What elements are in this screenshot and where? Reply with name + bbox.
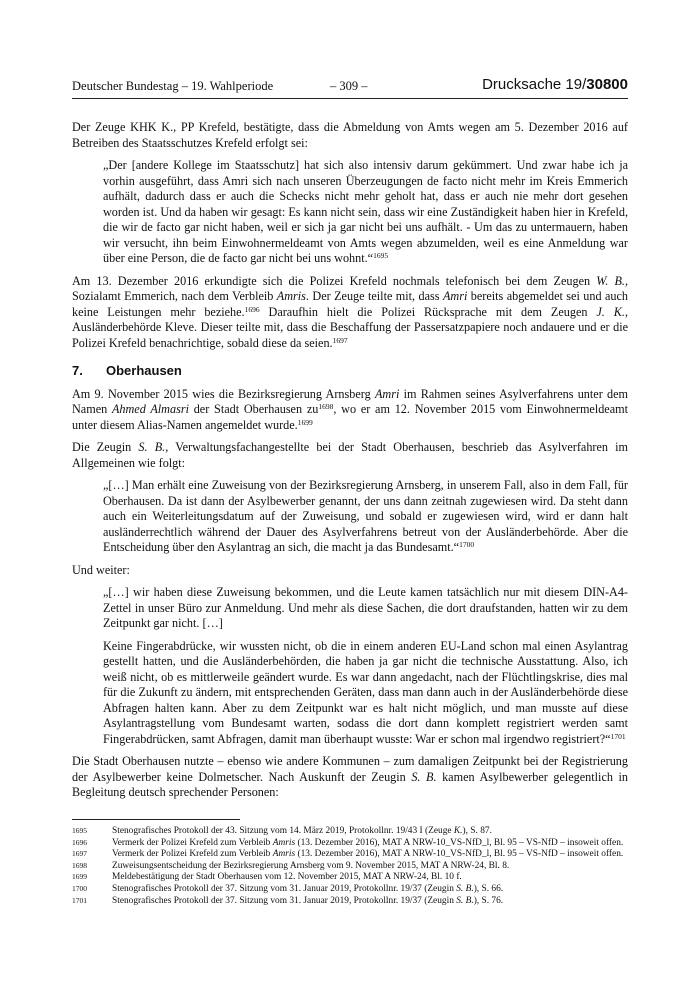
page-header bbox=[72, 76, 628, 99]
text-run: , Ausländerbehörde Kleve. Dieser teilte mit, dass die Beschaffung der Passersatzpapiere noch andauere und er die Polizei Krefeld benachrichtige, sobald diese da seien. bbox=[72, 304, 628, 350]
footnote-ref: 1696 bbox=[244, 304, 260, 314]
footnote-1701 bbox=[72, 896, 628, 908]
footnote-1698 bbox=[72, 861, 628, 873]
section-title: Oberhausen bbox=[106, 363, 182, 378]
text-run: der Stadt Oberhausen zu bbox=[188, 402, 319, 416]
footnote-text: Stenografisches Protokoll der 37. Sitzung vom 31. Januar 2019, Protokollnr. 19/37 (Zeugin S. B.), S. 66. bbox=[112, 883, 504, 894]
paragraph bbox=[72, 754, 628, 801]
footnote-number: 1701 bbox=[72, 895, 87, 905]
paragraph: Der Zeuge KHK K., PP Krefeld, bestätigte, dass die Abmeldung von Amts wegen am 5. Dezember 2016 auf Betreiben des Staatsschutzes Krefeld erfolgt sei: bbox=[72, 120, 628, 150]
text-run: . Der Zeuge teilte mit, dass bbox=[305, 289, 443, 303]
text-run: Die Stadt Oberhausen nutzte – ebenso wie andere Kommunen – zum damaligen Zeitpunkt bei der Registrierung der Asylbewerber keine Dolmetscher. Nach Auskunft der Zeugin bbox=[72, 754, 628, 784]
quote-block bbox=[103, 478, 628, 556]
footnote-ref: 1695 bbox=[373, 251, 389, 260]
footnote-number: 1699 bbox=[72, 872, 87, 882]
footnote-text: Stenografisches Protokoll der 37. Sitzung vom 31. Januar 2019, Protokollnr. 19/37 (Zeugin S. B.), S. 76. bbox=[112, 895, 504, 906]
text-run: , wo er am 12. November 2015 vom Einwohnermeldeamt unter diesem Alias-Namen angemeldet wurde. bbox=[72, 402, 628, 432]
footnote-1695 bbox=[72, 826, 628, 838]
name-italic: Amri bbox=[442, 289, 468, 303]
quote-block bbox=[103, 158, 628, 267]
footnote-text: Vermerk der Polizei Krefeld zum Verbleib Amris (13. Dezember 2016), MAT A NRW-10_VS-NfD_l, Bl. 95 – VS-NfD – insoweit offen. bbox=[112, 837, 624, 848]
name-italic: Amri bbox=[374, 386, 400, 401]
footnote-text: Stenografisches Protokoll der 43. Sitzung vom 14. März 2019, Protokollnr. 19/43 I (Zeuge K.), S. 87. bbox=[112, 826, 492, 836]
footnote-number: 1698 bbox=[72, 860, 87, 870]
footnotes bbox=[72, 826, 628, 907]
footnote-1700 bbox=[72, 884, 628, 896]
footnote-number: 1697 bbox=[72, 849, 87, 859]
footnote-ref: 1698 bbox=[318, 402, 334, 411]
header-document-number bbox=[482, 76, 628, 93]
footnote-number: 1696 bbox=[72, 837, 87, 847]
name-italic: S. B. bbox=[138, 440, 166, 454]
quote-block: „[…] wir haben diese Zuweisung bekommen, und die Leute kamen tatsächlich nur mit diesem DIN-A4-Zettel in unser Büro zur Anmeldung. Und mehr als diese Sachen, die dort draufstanden, hatten wir zu dem Zeitpunkt gar nicht. […] bbox=[103, 585, 628, 630]
paragraph bbox=[72, 387, 628, 434]
header-doc-label: Drucksache 19/ bbox=[482, 76, 587, 93]
footnote-ref: 1699 bbox=[297, 417, 313, 427]
footnote-ref: 1697 bbox=[332, 335, 348, 345]
footnote-number: 1695 bbox=[72, 826, 87, 835]
footnote-text: Vermerk der Polizei Krefeld zum Verbleib Amris (13. Dezember 2016), MAT A NRW-10_VS-NfD_l, Bl. 95 – VS-NfD – insoweit offen. bbox=[112, 849, 624, 860]
text-run: Am 9. November 2015 wies die Bezirksregierung Arnsberg bbox=[72, 386, 375, 401]
name-italic: Amris bbox=[276, 289, 306, 303]
text-run: Die Zeugin bbox=[72, 440, 139, 454]
text-run: kamen Asylbewerber gelegentlich in Begleitung deutsch sprechender Personen: bbox=[72, 769, 628, 799]
section-heading bbox=[72, 363, 628, 379]
text-run: , Sozialamt Emmerich, nach dem Verbleib bbox=[72, 273, 628, 303]
paragraph bbox=[72, 440, 628, 471]
quote-text: Keine Fingerabdrücke, wir wussten nicht, ob die in einem anderen EU-Land schon mal einen Asylantrag gestellt hatten, und die Ausländerbehörden, die haben ja gar nicht die technische Ausstattung. Also, ich weiß nicht, ob es mittlerweile geändert wurde. Es war dann angedacht, nach der Flüchtlingskrise, dies mal für die Zukunft zu ändern, mit entsprechenden Geräten, dass man dann auch in der Ausländerbehörde diese Abfragen halten kann. Aber zu dem Zeitpunkt war es halt nicht möglich, und man musste auf diese Asylantragstellung vom Bundesamt warten, sodass die dort dann komplett registriert werden samt Fingerabdrücken, samt Abfragen, damit man überhaupt wusste: War er schon mal irgendwo registriert?“ bbox=[103, 638, 628, 746]
text-run: Daraufhin hielt die Polizei Rücksprache mit dem Zeugen bbox=[259, 304, 597, 319]
text-run: bereits abgemeldet sei und auch keine Leistungen mehr beziehe. bbox=[72, 289, 629, 319]
name-italic: J. K. bbox=[596, 304, 625, 319]
name-italic: S. B. bbox=[411, 769, 437, 784]
paragraph bbox=[72, 274, 628, 352]
quote-text: „[…] Man erhält eine Zuweisung von der Bezirksregierung Arnsberg, in unserem Fall, also in dem Fall, für Oberhausen. Da ist dann der Asylbewerber genannt, der uns dann zeitnah zugewiesen wird. Da steht dann auch ein Weiterleitungsdatum auf der Zuweisung, und sobald er zugewiesen wird, wird er dann halt ausländerrechtlich während der Dauer des Asylverfahrens betreut von der Ausländerbehörde. Aber die Entscheidung über den Asylantrag an sich, die macht ja das Bundesamt.“ bbox=[103, 478, 628, 554]
text-run: , Verwaltungsfachangestellte bei der Stadt Oberhausen, beschrieb das Asylverfahren im Allgemeinen wie folgt: bbox=[72, 440, 629, 470]
quote-text: „Der [andere Kollege im Staatsschutz] hat sich also intensiv darum gekümmert. Und zwar habe ich ja vorhin ausgeführt, dass Amri sich nach unseren Überzeugungen de facto nicht mehr im Kreis Emmerich aufhält, dadurch dass er auch die Schecks nicht mehr geholt hat, dass er auch nie mehr dort gesehen worden ist. Und da haben wir gesagt: Es kann nicht sein, dass wir eine Zuständigkeit haben hier in Krefeld, die wir de facto gar nicht haben, weil er sich ja gar nicht bei uns aufhält. - Um das zu untermauern, haben wir versucht, ihn beim Einwohnermeldeamt von Amts wegen abzumelden, weil es eine Anmeldung war über eine Person, die de facto gar nicht bei uns wohnt.“ bbox=[103, 158, 628, 265]
footnote-1697 bbox=[72, 849, 628, 861]
footnote-1699 bbox=[72, 872, 628, 884]
footnote-text: Meldebestätigung der Stadt Oberhausen vom 12. November 2015, MAT A NRW-24, Bl. 10 f. bbox=[112, 872, 462, 883]
body-text bbox=[72, 120, 628, 808]
footnote-text: Zuweisungsentscheidung der Bezirksregierung Arnsberg vom 9. November 2015, MAT A NRW-24, Bl. 8. bbox=[112, 860, 510, 871]
paragraph: Und weiter: bbox=[72, 562, 130, 577]
text-run: im Rahmen seines Asylverfahrens unter dem Namen bbox=[72, 386, 628, 416]
footnote-divider bbox=[72, 819, 240, 820]
header-page-number: – 309 – bbox=[330, 79, 368, 93]
quote-block bbox=[103, 639, 628, 748]
header-publication: Deutscher Bundestag – 19. Wahlperiode bbox=[72, 79, 274, 93]
footnote-ref: 1701 bbox=[610, 731, 626, 741]
name-italic: W. B. bbox=[596, 273, 625, 288]
section-number: 7. bbox=[72, 363, 83, 378]
header-doc-number: 30800 bbox=[586, 76, 628, 93]
name-italic: Ahmed Almasri bbox=[111, 402, 189, 416]
footnote-ref: 1700 bbox=[459, 540, 475, 549]
footnote-number: 1700 bbox=[72, 883, 87, 893]
text-run: Am 13. Dezember 2016 erkundigte sich die Polizei Krefeld nochmals telefonisch bei dem Zeugen bbox=[72, 273, 597, 288]
footnote-1696 bbox=[72, 838, 628, 850]
